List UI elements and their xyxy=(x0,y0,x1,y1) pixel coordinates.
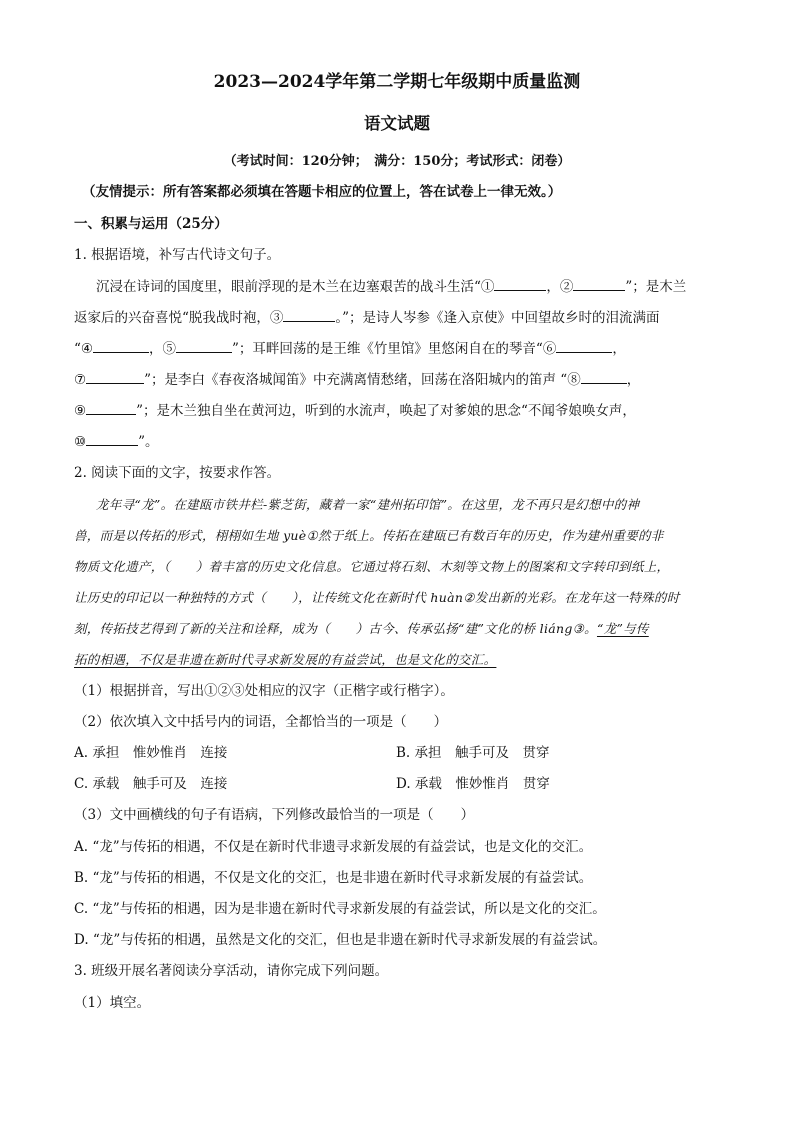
q2-sub3-option-c: C. “龙”与传拓的相遇，因为是非遗在新时代寻求新发展的有益尝试，所以是文化的交汇。 xyxy=(74,901,606,917)
exam-info: （考试时间：120分钟； 满分：150分；考试形式：闭卷） xyxy=(223,154,571,169)
exam-title: 2023—2024学年第二学期七年级期中质量监测 xyxy=(213,72,581,92)
q2-option-b: B. 承担 触手可及 贯穿 xyxy=(396,745,550,761)
passage-line-4: 让历史的印记以一种独特的方式（ ），让传统文化在新时代 huàn②发出新的光彩。在龙年这一特殊的时 xyxy=(74,590,680,605)
q2-sub3-option-a: A. “龙”与传拓的相遇，不仅是在新时代非遗寻求新发展的有益尝试，也是文化的交汇。 xyxy=(74,839,593,855)
answer-blank-3 xyxy=(283,307,335,322)
answer-blank-7 xyxy=(86,369,144,384)
underlined-sentence-part-2: 拓的相遇，不仅是非遗在新时代寻求新发展的有益尝试，也是文化的交汇。 xyxy=(74,652,497,667)
answer-blank-9 xyxy=(86,400,136,415)
q2-option-c: C. 承载 触手可及 连接 xyxy=(74,776,228,792)
q2-stem: 2. 阅读下面的文字，按要求作答。 xyxy=(74,465,281,481)
answer-blank-5 xyxy=(176,338,232,353)
answer-blank-1 xyxy=(494,276,546,291)
q3-sub1: （1）填空。 xyxy=(74,995,151,1011)
answer-blank-8 xyxy=(581,369,627,384)
q2-sub2: （2）依次填入文中括号内的词语，全都恰当的一项是（ ） xyxy=(74,714,448,730)
passage-line-5: 刻，传拓技艺得到了新的关注和诠释，成为（ ）古今、传承弘扬“建”文化的桥 liáng③。“龙”与传 xyxy=(74,621,649,636)
answer-blank-2 xyxy=(573,276,625,291)
q2-option-a: A. 承担 惟妙惟肖 连接 xyxy=(74,745,228,761)
q1-line-5: ⑨ ”；是木兰独自坐在黄河边，听到的水流声，唤起了对爹娘的思念“不闻爷娘唤女声， xyxy=(74,400,636,421)
q1-line-3: “④ ，⑤ ”；耳畔回荡的是王维《竹里馆》里悠闲自在的琴音“⑥ ， xyxy=(74,338,626,359)
friendly-tip: （友情提示：所有答案都必须填在答题卡相应的位置上，答在试卷上一律无效。） xyxy=(82,184,562,200)
underlined-sentence-part-1: “龙”与传 xyxy=(596,621,649,636)
q1-line-6: ⑩ ”。 xyxy=(74,431,159,452)
q2-sub1: （1）根据拼音，写出①②③处相应的汉字（正楷字或行楷字）。 xyxy=(74,683,454,699)
q2-option-d: D. 承载 惟妙惟肖 贯穿 xyxy=(396,776,550,792)
q1-line-4: ⑦ ”；是李白《春夜洛城闻笛》中充满离情愁绪，回荡在洛阳城内的笛声 “⑧ ， xyxy=(74,369,640,390)
passage-line-3: 物质文化遗产，（ ）着丰富的历史文化信息。它通过将石刻、木刻等文物上的图案和文字转印到纸上， xyxy=(74,559,670,574)
q1-line-1: 沉浸在诗词的国度里，眼前浮现的是木兰在边塞艰苦的战斗生活“① ，② ”；是木兰 xyxy=(96,276,686,297)
section-heading: 一、积累与运用（25分） xyxy=(74,216,228,232)
answer-blank-10 xyxy=(86,431,138,446)
q3-stem: 3. 班级开展名著阅读分享活动，请你完成下列问题。 xyxy=(74,963,389,979)
q2-sub3: （3）文中画横线的句子有语病，下列修改最恰当的一项是（ ） xyxy=(74,807,475,823)
passage-line-1: 龙年寻“龙”。在建瓯市铁井栏-紫芝街，藏着一家“建州拓印馆”。在这里，龙不再只是幻想中的神 xyxy=(96,497,640,512)
exam-subtitle: 语文试题 xyxy=(364,114,430,133)
q2-sub3-option-b: B. “龙”与传拓的相遇，不仅是文化的交汇，也是非遗在新时代寻求新发展的有益尝试。 xyxy=(74,870,593,886)
answer-blank-4 xyxy=(93,338,149,353)
q1-stem: 1. 根据语境，补写古代诗文句子。 xyxy=(74,247,281,263)
q2-sub3-option-d: D. “龙”与传拓的相遇，虽然是文化的交汇，但也是非遗在新时代寻求新发展的有益尝试。 xyxy=(74,932,607,948)
passage-line-2: 兽，而是以传拓的形式，栩栩如生地 yuè①然于纸上。传拓在建瓯已有数百年的历史，作为建州重要的非 xyxy=(74,528,664,543)
answer-blank-6 xyxy=(556,338,612,353)
q1-line-2: 返家后的兴奋喜悦“脱我战时袍，③ 。”；是诗人岑参《逢入京使》中回望故乡时的泪流满面 xyxy=(74,307,660,328)
